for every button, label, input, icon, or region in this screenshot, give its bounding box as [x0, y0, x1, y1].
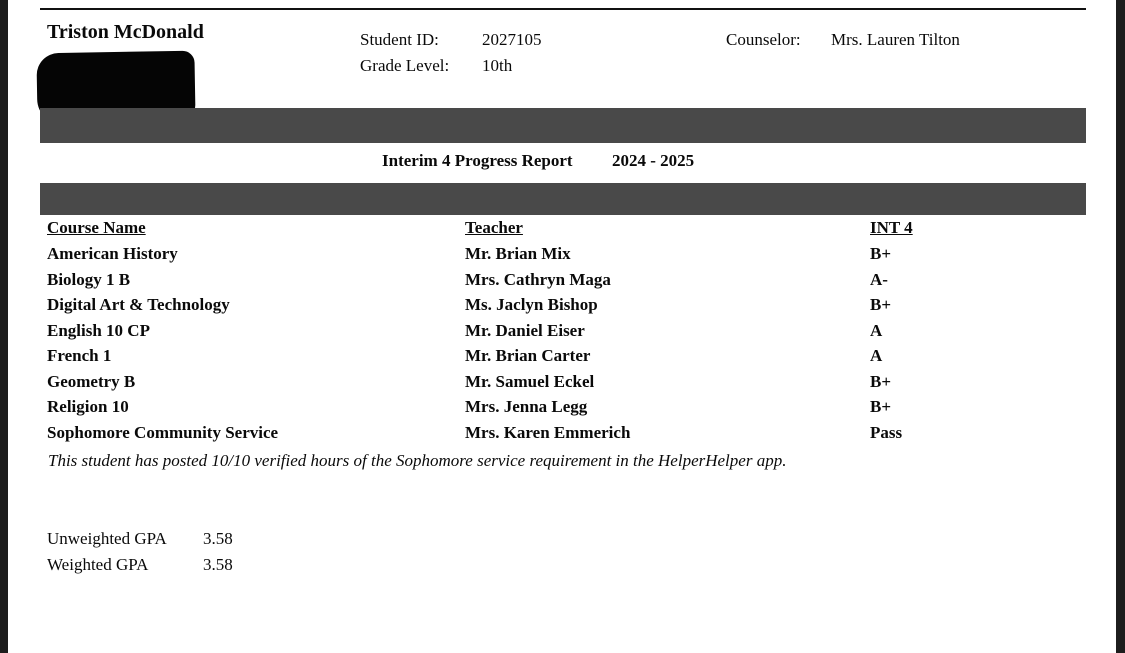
weighted-gpa-value: 3.58 — [203, 555, 233, 574]
grade-value: B+ — [870, 295, 892, 314]
table-row — [8, 295, 1116, 320]
unweighted-gpa-label: Unweighted GPA — [47, 529, 167, 548]
course-name: Digital Art & Technology — [47, 295, 230, 314]
grade-value: Pass — [870, 423, 903, 442]
student-id-value: 2027105 — [482, 30, 542, 49]
teacher-name: Mr. Samuel Eckel — [465, 372, 595, 391]
header-band-top — [40, 108, 1086, 143]
course-name: American History — [47, 244, 178, 263]
teacher-name: Mr. Brian Mix — [465, 244, 571, 263]
grade-value: B+ — [870, 244, 892, 263]
grade-level-value: 10th — [482, 56, 513, 75]
grade-value: B+ — [870, 372, 892, 391]
grade-value: B+ — [870, 397, 892, 416]
weighted-gpa-row — [47, 555, 233, 575]
report-title: Interim 4 Progress Report — [382, 151, 573, 170]
grade-level-label: Grade Level: — [360, 56, 450, 75]
grade-value: A — [870, 321, 883, 340]
grade-header: INT 4 — [870, 218, 913, 237]
service-hours-note: This student has posted 10/10 verified hours of the Sophomore service requirement in the HelperHelper app. — [48, 451, 787, 470]
teacher-name: Ms. Jaclyn Bishop — [465, 295, 598, 314]
course-name: Religion 10 — [47, 397, 129, 416]
counselor-label: Counselor: — [726, 30, 801, 49]
table-row — [8, 346, 1116, 371]
unweighted-gpa-row — [47, 529, 233, 549]
counselor-value: Mrs. Lauren Tilton — [831, 30, 960, 49]
student-name: Triston McDonald — [47, 21, 204, 43]
table-row — [8, 321, 1116, 346]
top-rule — [40, 8, 1086, 10]
teacher-name: Mr. Daniel Eiser — [465, 321, 585, 340]
table-row — [8, 244, 1116, 269]
course-name-header: Course Name — [47, 218, 146, 237]
course-name: French 1 — [47, 346, 112, 365]
teacher-name: Mrs. Karen Emmerich — [465, 423, 631, 442]
teacher-name: Mrs. Jenna Legg — [465, 397, 588, 416]
report-years: 2024 - 2025 — [612, 151, 695, 170]
course-name: English 10 CP — [47, 321, 150, 340]
unweighted-gpa-value: 3.58 — [203, 529, 233, 548]
progress-report-page — [8, 0, 1116, 653]
course-name: Sophomore Community Service — [47, 423, 279, 442]
teacher-name: Mr. Brian Carter — [465, 346, 591, 365]
course-name: Biology 1 B — [47, 270, 131, 289]
grade-value: A — [870, 346, 883, 365]
grade-value: A- — [870, 270, 888, 289]
table-row — [8, 372, 1116, 397]
table-row — [8, 270, 1116, 295]
header-band-bottom — [40, 183, 1086, 215]
teacher-header: Teacher — [465, 218, 523, 237]
table-row — [8, 423, 1116, 448]
course-name: Geometry B — [47, 372, 136, 391]
weighted-gpa-label: Weighted GPA — [47, 555, 149, 574]
table-row — [8, 397, 1116, 422]
teacher-name: Mrs. Cathryn Maga — [465, 270, 611, 289]
student-id-label: Student ID: — [360, 30, 439, 49]
